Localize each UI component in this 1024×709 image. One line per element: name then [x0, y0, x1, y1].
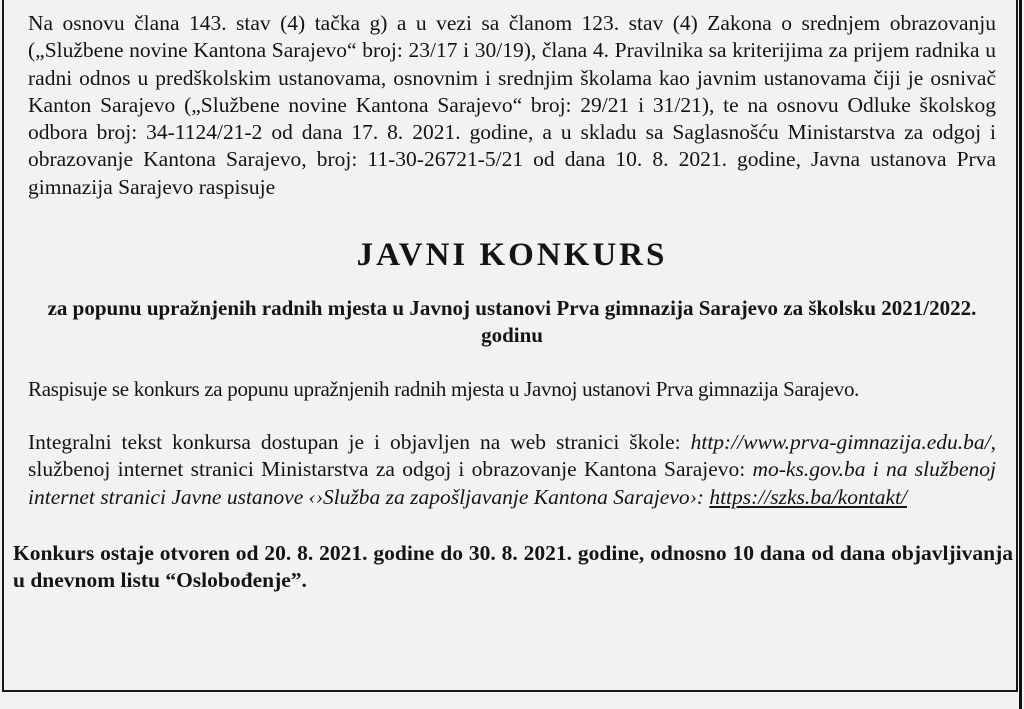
announcement-body [13, 10, 1013, 595]
ministry-website-link[interactable]: mo-ks.gov.ba [752, 457, 866, 482]
legal-basis-paragraph: Na osnovu člana 143. stav (4) tačka g) a u vezi sa članom 123. stav (4) Zakona o srednjem obrazovanju („Službene novine Kantona Sarajevo“ broj: 23/17 i 30/19), člana 4. Pravilnika sa kriterijima za prijem radnika u radni odnos u predškolskim ustanovama, osnovnim i srednjim školama kao javnim ustanovama čiji je osnivač Kanton Sarajevo („Službene novine Kantona Sarajevo“ broj: 29/21 i 31/21), te na osnovu Odluke školskog odbora broj: 34-1124/21-2 od dana 17. 8. 2021. godine, a u skladu sa Saglasnošću Ministarstva za odgoj i obrazovanje Kantona Sarajevo, broj: 11-30-26721-5/21 od dana 10. 8. 2021. godine, Javna ustanova Prva gimnazija Sarajevo raspisuje [28, 11, 996, 199]
announcement-title: JAVNI KONKURS [356, 237, 668, 274]
szks-website-link[interactable]: https://szks.ba/kontakt/ [709, 484, 907, 509]
closing-paragraph: Konkurs ostaje otvoren od 20. 8. 2021. godine do 30. 8. 2021. godine, odnosno 10 dana od dana objavljivanja u dnevnom listu “Oslobođenje”. [13, 541, 1013, 593]
announcement-subtitle: za popunu upražnjenih radnih mjesta u Javnoj ustanovi Prva gimnazija Sarajevo za školsku 2021/2022. godinu [47, 296, 977, 348]
links-middle: , službenoj internet stranici Ministarstva za odgoj i obrazovanje Kantona Sarajevo: [28, 430, 996, 482]
links-prefix: Integralni tekst konkursa dostupan je i objavljen na web stranici škole: [28, 430, 691, 455]
right-border-line [1019, 0, 1022, 709]
school-website-link[interactable]: http://www.prva-gimnazija.edu.ba/ [690, 430, 991, 455]
links-paragraph [28, 429, 996, 511]
links-middle-2: i na službenoj internet stranici Javne ustanove ‹›Služba za zapošljavanje Kantona Sarajevo›: [28, 457, 997, 509]
announcement-paragraph: Raspisuje se konkurs za popunu upražnjenih radnih mjesta u Javnoj ustanovi Prva gimnazija Sarajevo. [28, 377, 860, 402]
